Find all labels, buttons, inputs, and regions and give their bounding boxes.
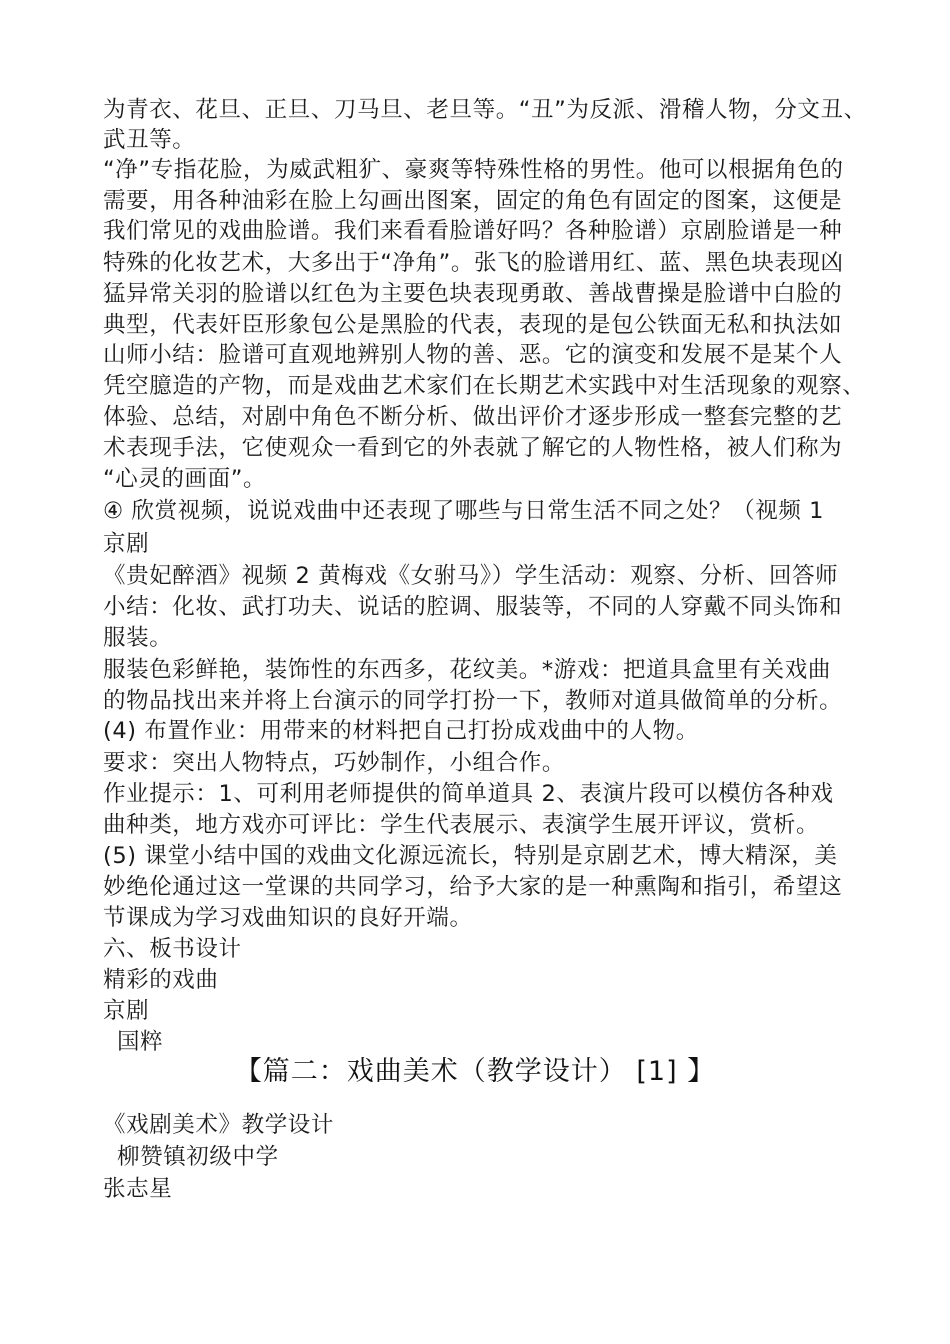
text-line: 曲种类，地方戏亦可评比：学生代表展示、表演学生展开评议，赏析。 [103,812,820,838]
section-heading: 【篇二：戏曲美术（教学设计） [1] 】 [234,1056,716,1087]
text-line: (4) 布置作业：用带来的材料把自己打扮成戏曲中的人物。 [103,718,699,744]
text-line: 妙绝伦通过这一堂课的共同学习，给予大家的是一种熏陶和指引，希望这 [103,874,843,900]
text-line: 典型，代表奸臣形象包公是黑脸的代表，表现的是包公铁面无私和执法如 [103,312,843,338]
text-line: 为青衣、花旦、正旦、刀马旦、老旦等。“丑”为反派、滑稽人物，分文丑、 [103,97,867,123]
text-line: (5) 课堂小结中国的戏曲文化源远流长，特别是京剧艺术，博大精深，美 [103,843,838,869]
text-line: 要求：突出人物特点，巧妙制作，小组合作。 [103,750,566,776]
text-line: 需要，用各种油彩在脸上勾画出图案，固定的角色有固定的图案，这便是 [103,188,843,214]
text-line: 国粹 [117,1029,164,1055]
text-line: 节课成为学习戏曲知识的良好开端。 [103,905,473,931]
text-line: 小结：化妆、武打功夫、说话的腔调、服装等，不同的人穿戴不同头饰和 [103,594,843,620]
text-line: 服装色彩鲜艳，装饰性的东西多，花纹美。*游戏：把道具盒里有关戏曲 [103,657,831,683]
text-line: 术表现手法，它使观众一看到它的外表就了解它的人物性格，被人们称为 [103,435,843,461]
text-line: 体验、总结，对剧中角色不断分析、做出评价才逐步形成一整套完整的艺 [103,404,843,430]
text-line: 京剧 [103,998,150,1024]
text-line: 《戏剧美术》教学设计 [103,1112,335,1138]
text-line: 服装。 [103,625,173,651]
text-line: 作业提示：1、可利用老师提供的简单道具 2、表演片段可以模仿各种戏 [103,781,834,807]
text-line: 我们常见的戏曲脸谱。我们来看看脸谱好吗？各种脸谱）京剧脸谱是一种 [103,218,843,244]
text-line: 猛异常关羽的脸谱以红色为主要色块表现勇敢、善战曹操是脸谱中白脸的 [103,281,843,307]
text-line: 京剧 [103,531,150,557]
text-line: 柳赞镇初级中学 [117,1144,279,1170]
text-line: 的物品找出来并将上台演示的同学打扮一下，教师对道具做简单的分析。 [103,688,843,714]
text-line: ④ 欣赏视频，说说戏曲中还表现了哪些与日常生活不同之处？（视频 1 [103,498,825,524]
text-line: 山师小结：脸谱可直观地辨别人物的善、恶。它的演变和发展不是某个人 [103,342,843,368]
text-line: 六、板书设计 [103,936,242,962]
text-line: 《贵妃醉酒》视频 2 黄梅戏《女驸马》）学生活动：观察、分析、回答师 [103,563,839,589]
text-line: 武丑等。 [103,127,196,153]
text-line: 凭空臆造的产物，而是戏曲艺术家们在长期艺术实践中对生活现象的观察、 [103,373,866,399]
text-line: 张志星 [103,1176,173,1202]
text-line: 特殊的化妆艺术，大多出于“净角”。张飞的脸谱用红、蓝、黑色块表现凶 [103,250,844,276]
text-line: “净”专指花脸，为威武粗犷、豪爽等特殊性格的男性。他可以根据角色的 [103,157,844,183]
text-line: 精彩的戏曲 [103,967,219,993]
text-line: “心灵的画面”。 [103,466,267,492]
